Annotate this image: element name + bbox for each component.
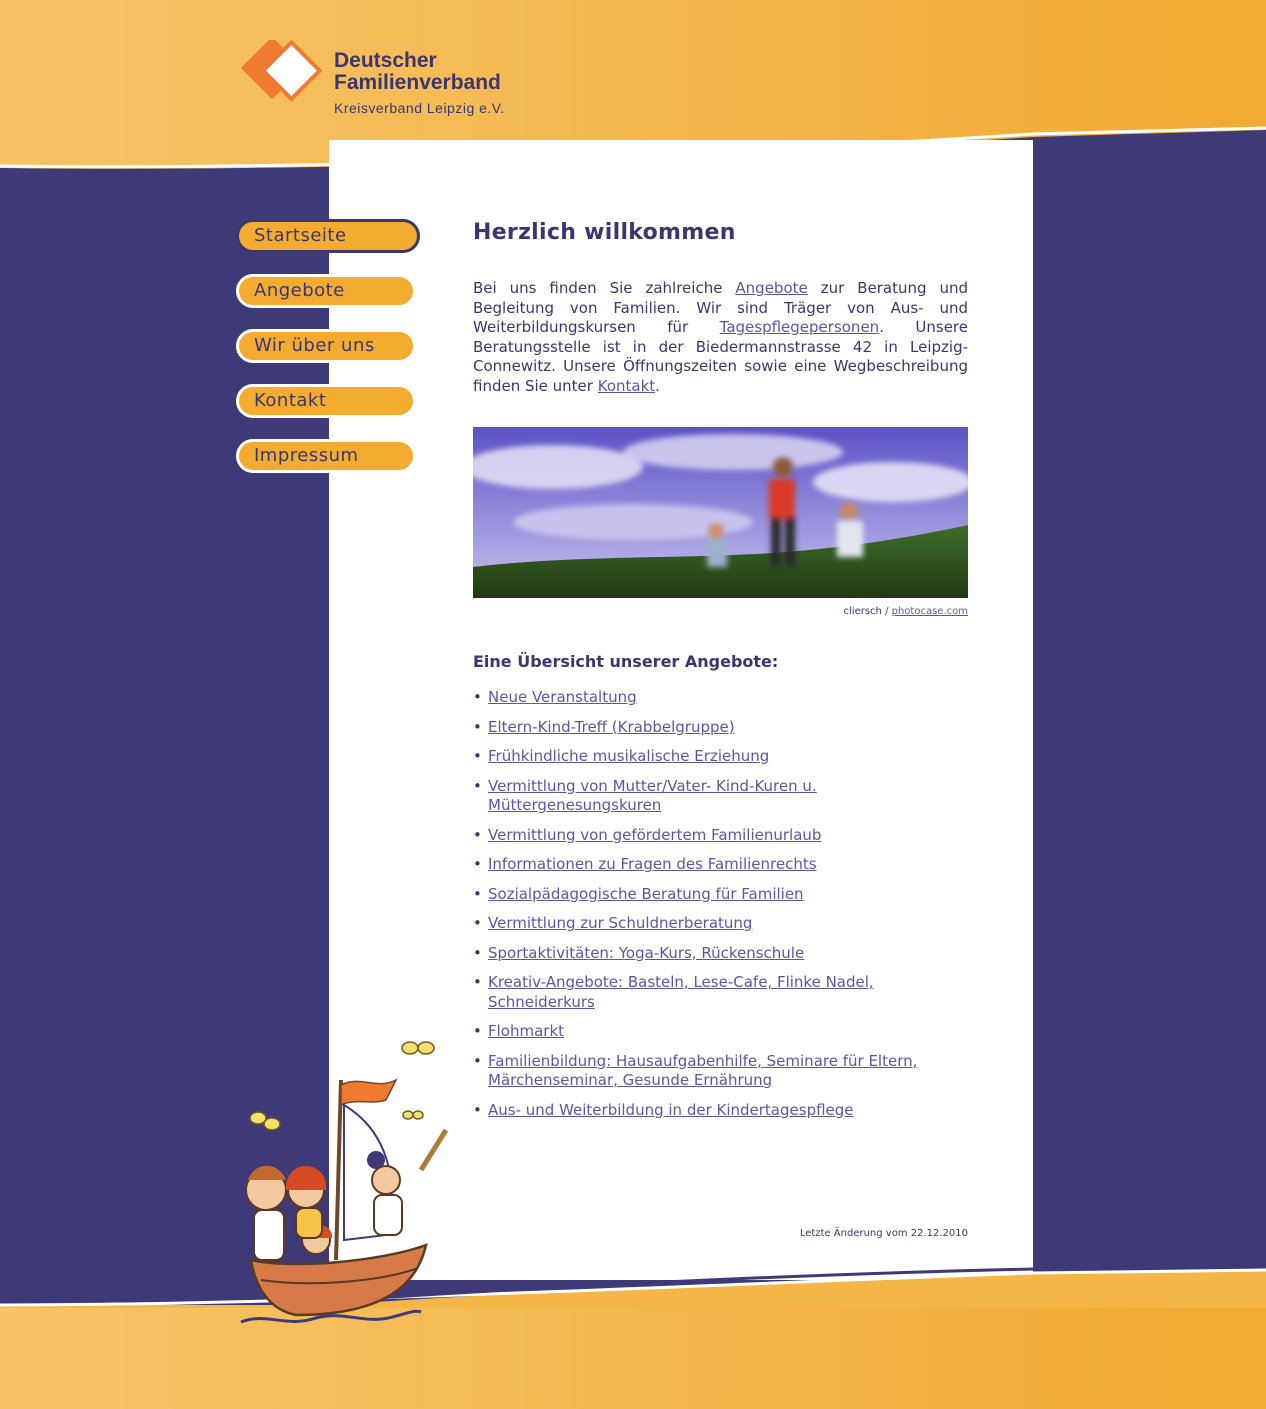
list-item xyxy=(473,885,968,905)
intro-text-4: . xyxy=(655,376,660,395)
main-nav xyxy=(236,219,420,494)
bullet-icon: • xyxy=(473,973,482,991)
list-item xyxy=(473,826,968,846)
main-content xyxy=(473,220,968,1130)
last-modified: Letzte Änderung vom 22.12.2010 xyxy=(799,1228,968,1239)
offer-link[interactable]: Sportaktivitäten: Yoga-Kurs, Rückenschule xyxy=(488,943,805,962)
offer-link[interactable]: Kreativ-Angebote: Basteln, Lese-Cafe, Flinke Nadel, Schneiderkurs xyxy=(488,973,874,1011)
bullet-icon: • xyxy=(473,855,482,873)
intro-paragraph xyxy=(473,279,968,396)
intro-text-3: . Unsere Beratungsstelle ist in der Biedermannstrasse 42 in Leipzig-Connewitz. Unsere Öffnungszeiten sowie eine Wegbeschreibung finden Sie unter xyxy=(473,318,968,395)
list-item xyxy=(473,747,968,767)
link-tagespflegepersonen[interactable]: Tagespflegepersonen xyxy=(719,318,880,336)
bullet-icon: • xyxy=(473,1022,482,1040)
intro-text-1: Bei uns finden Sie zahlreiche xyxy=(473,279,736,297)
link-kontakt[interactable]: Kontakt xyxy=(597,376,656,395)
logo-line-2: Familienverband xyxy=(334,71,501,94)
intro-text-2: zur Beratung und Begleitung von Familien. Wir sind Träger von Aus- und Weiterbildungskursen für xyxy=(473,279,968,336)
family-photo xyxy=(473,427,968,598)
offer-link[interactable]: Neue Veranstaltung xyxy=(488,688,637,706)
list-item xyxy=(473,1022,968,1042)
bullet-icon: • xyxy=(473,825,482,844)
nav-item-impressum[interactable]: Impressum xyxy=(236,439,416,473)
list-item xyxy=(473,855,968,875)
photocase-link[interactable]: photocase.com xyxy=(891,606,968,617)
list-item xyxy=(473,944,968,964)
offer-link[interactable]: Sozialpädagogische Beratung für Familien xyxy=(488,884,804,903)
bullet-icon: • xyxy=(473,943,482,962)
link-angebote[interactable]: Angebote xyxy=(735,279,808,297)
list-item xyxy=(473,718,968,738)
nav-item-kontakt[interactable]: Kontakt xyxy=(236,384,416,418)
offer-link[interactable]: Vermittlung von gefördertem Familienurlaub xyxy=(488,825,822,844)
list-item xyxy=(473,1101,968,1121)
offer-link[interactable]: Informationen zu Fragen des Familienrechts xyxy=(488,855,817,873)
list-item xyxy=(473,914,968,934)
offers-heading: Eine Übersicht unserer Angebote: xyxy=(473,652,779,671)
photo-credit xyxy=(473,606,968,617)
offers-list xyxy=(473,688,968,1120)
bullet-icon: • xyxy=(473,914,482,932)
offer-link[interactable]: Flohmarkt xyxy=(488,1022,565,1040)
offer-link[interactable]: Eltern-Kind-Treff (Krabbelgruppe) xyxy=(488,717,735,736)
list-item xyxy=(473,973,968,1012)
offer-link[interactable]: Vermittlung von Mutter/Vater- Kind-Kuren u. Müttergenesungskuren xyxy=(488,776,817,814)
list-item xyxy=(473,777,968,816)
offer-link[interactable]: Aus- und Weiterbildung in der Kindertagespflege xyxy=(488,1100,854,1119)
footer-band xyxy=(0,1308,1266,1409)
offer-link[interactable]: Frühkindliche musikalische Erziehung xyxy=(488,747,770,765)
nav-item-startseite[interactable]: Startseite xyxy=(236,219,420,253)
photo-credit-text: cliersch / xyxy=(843,606,892,617)
bullet-icon: • xyxy=(473,1051,482,1070)
page-title: Herzlich willkommen xyxy=(473,220,736,245)
family-boat-illustration xyxy=(236,1030,456,1330)
list-item xyxy=(473,688,968,708)
list-item xyxy=(473,1052,968,1091)
nav-item-wir-ueber-uns[interactable]: Wir über uns xyxy=(236,329,416,363)
bullet-icon: • xyxy=(473,747,482,765)
bullet-icon: • xyxy=(473,717,482,736)
bullet-icon: • xyxy=(473,1100,482,1119)
offer-link[interactable]: Familienbildung: Hausaufgabenhilfe, Seminare für Eltern, Märchenseminar, Gesunde Ernährung xyxy=(488,1051,918,1089)
logo-line-1: Deutscher xyxy=(334,49,437,72)
nav-item-angebote[interactable]: Angebote xyxy=(236,274,416,308)
logo-icon[interactable] xyxy=(238,40,328,108)
logo-text xyxy=(334,50,505,116)
bullet-icon: • xyxy=(473,884,482,903)
logo-line-3: Kreisverband Leipzig e.V. xyxy=(334,100,505,116)
bullet-icon: • xyxy=(473,688,482,706)
bullet-icon: • xyxy=(473,776,482,795)
offer-link[interactable]: Vermittlung zur Schuldnerberatung xyxy=(488,914,753,932)
